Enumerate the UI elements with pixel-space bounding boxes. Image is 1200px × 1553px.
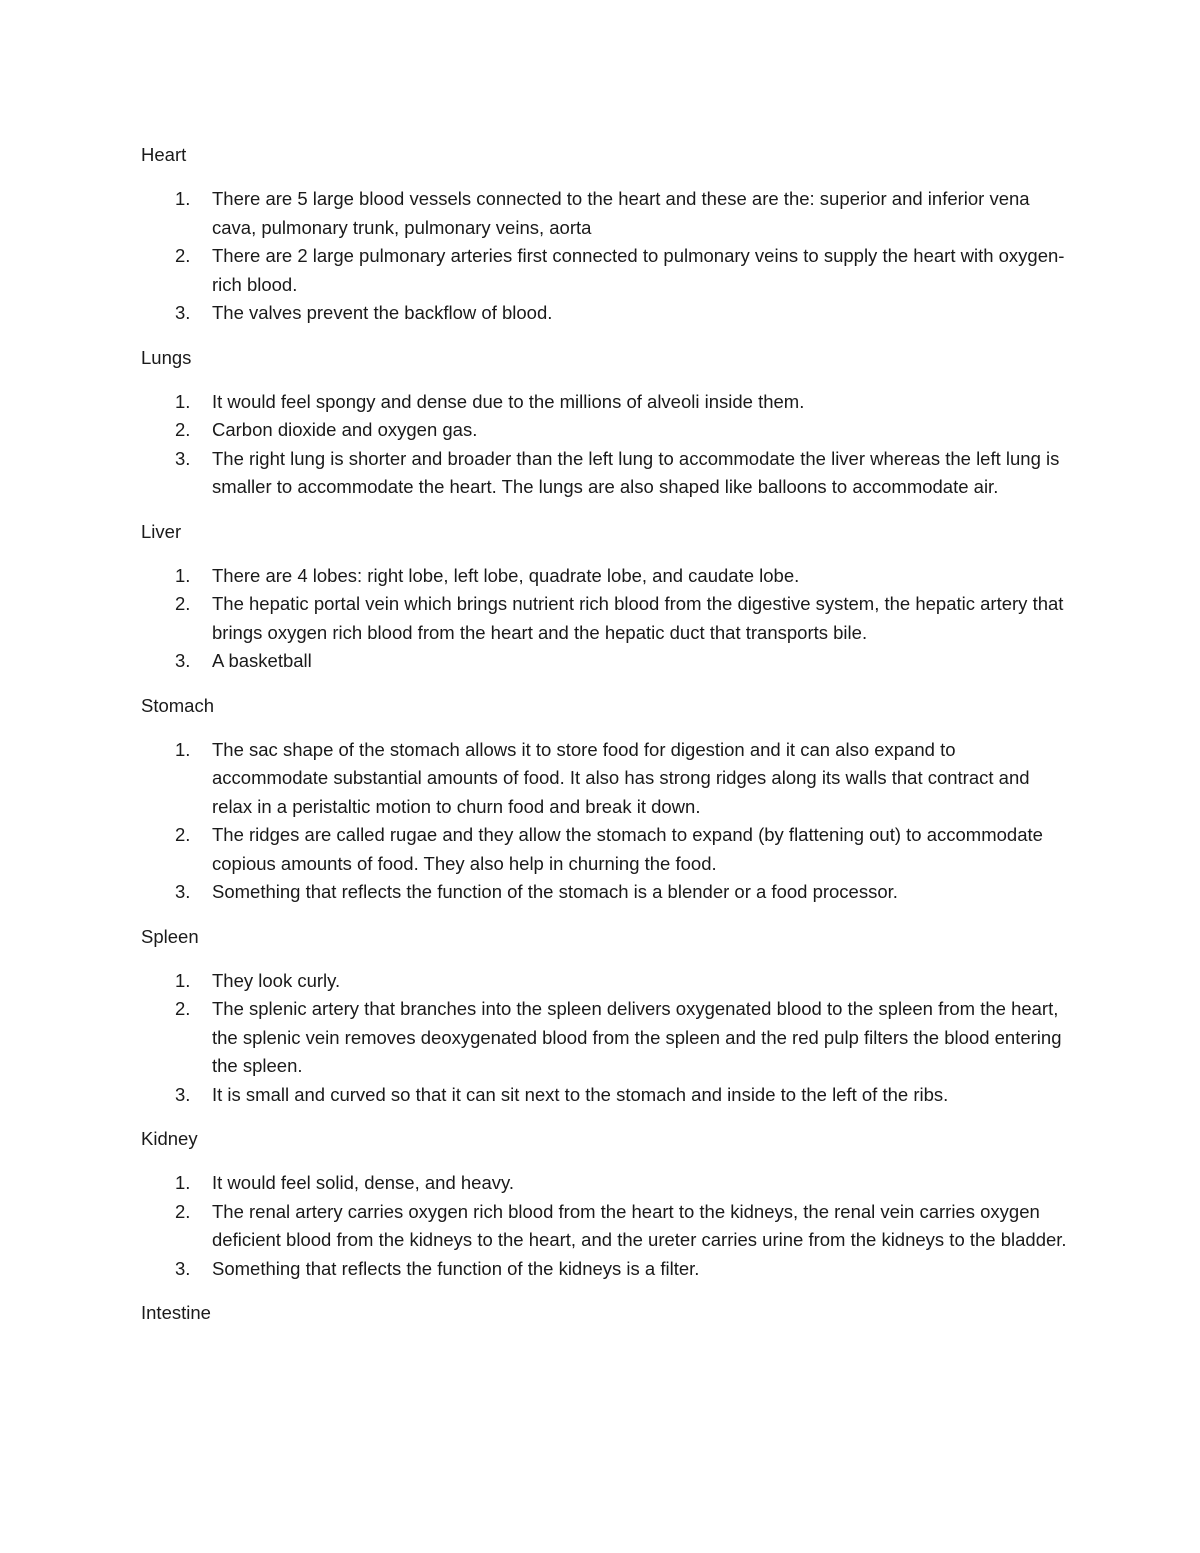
section-liver: [141, 518, 1071, 676]
list-item-text: The right lung is shorter and broader than the left lung to accommodate the liver whereas the left lung is smaller to accommodate the heart. The lungs are also shaped like balloons to accommodate air.: [212, 447, 1060, 497]
list-item-text: There are 4 lobes: right lobe, left lobe, quadrate lobe, and caudate lobe.: [212, 564, 800, 586]
list-item-text: The sac shape of the stomach allows it to store food for digestion and it can also expand to accommodate substantial amounts of food. It also has strong ridges along its walls that contract and relax in a peristaltic motion to churn food and break it down.: [212, 738, 1030, 817]
section-heading: Stomach: [141, 694, 215, 716]
list-item-text: The splenic artery that branches into the spleen delivers oxygenated blood to the spleen from the heart, the splenic vein removes deoxygenated blood from the spleen and the red pulp filters the blood entering the spleen.: [212, 998, 1062, 1076]
section-kidney: [141, 1125, 1071, 1283]
list-number: 1.: [175, 969, 191, 991]
list-item: [141, 242, 1071, 299]
document-body: [141, 141, 1071, 1343]
list-number: 1.: [175, 564, 191, 586]
list-item: [141, 736, 1071, 822]
list-item-text: The renal artery carries oxygen rich blood from the heart to the kidneys, the renal vein carries oxygen deficient blood from the kidneys to the heart, and the ureter carries urine from the kidneys to the bladder.: [212, 1200, 1067, 1250]
list-item: [141, 967, 1071, 996]
section-stomach: [141, 692, 1071, 907]
list-item: [141, 878, 1071, 907]
section-spleen: [141, 923, 1071, 1110]
list-number: 2.: [175, 245, 191, 266]
list-item: [141, 445, 1071, 502]
section-heading: Spleen: [141, 925, 199, 947]
list-item: [141, 821, 1071, 878]
list-number: 2.: [175, 593, 191, 614]
list-item-text: It would feel spongy and dense due to the millions of alveoli inside them.: [212, 390, 805, 412]
section-heading: Kidney: [141, 1128, 198, 1149]
section-heart: [141, 141, 1071, 328]
numbered-list: [141, 967, 1071, 1110]
list-item: [141, 388, 1071, 417]
list-number: 1.: [175, 390, 191, 412]
list-item: [141, 995, 1071, 1081]
list-item: [141, 1081, 1071, 1110]
list-item-text: Carbon dioxide and oxygen gas.: [212, 419, 478, 440]
numbered-list: [141, 185, 1071, 328]
list-item-text: The hepatic portal vein which brings nutrient rich blood from the digestive system, the hepatic artery that brings oxygen rich blood from the heart and the hepatic duct that transports bile.: [212, 593, 1064, 643]
list-item-text: A basketball: [212, 650, 312, 671]
section-intestine: [141, 1299, 1071, 1327]
section-heading: Lungs: [141, 346, 192, 368]
numbered-list: [141, 1169, 1071, 1283]
list-item: [141, 562, 1071, 591]
list-item-text: There are 5 large blood vessels connected to the heart and these are the: superior and inferior vena cava, pulmonary trunk, pulmonary veins, aorta: [212, 188, 1030, 238]
numbered-list: [141, 736, 1071, 907]
list-item-text: The ridges are called rugae and they allow the stomach to expand (by flattening out) to accommodate copious amounts of food. They also help in churning the food.: [212, 824, 1043, 874]
section-heading: Intestine: [141, 1302, 211, 1323]
list-number: 3.: [175, 881, 191, 902]
list-item-text: It would feel solid, dense, and heavy.: [212, 1172, 515, 1193]
list-number: 1.: [175, 188, 191, 209]
list-item: [141, 1169, 1071, 1198]
list-item: [141, 299, 1071, 328]
list-item: [141, 1255, 1071, 1284]
list-number: 3.: [175, 1083, 191, 1105]
list-item: [141, 1198, 1071, 1255]
list-item-text: They look curly.: [212, 969, 341, 991]
numbered-list: [141, 562, 1071, 676]
list-item-text: It is small and curved so that it can sit next to the stomach and inside to the left of the ribs.: [212, 1083, 949, 1105]
numbered-list: [141, 388, 1071, 502]
list-number: 2.: [175, 998, 191, 1019]
list-number: 3.: [175, 1257, 191, 1279]
list-number: 3.: [175, 650, 191, 671]
list-item: [141, 416, 1071, 445]
list-item-text: Something that reflects the function of the kidneys is a filter.: [212, 1257, 700, 1279]
list-item-text: Something that reflects the function of the stomach is a blender or a food processor.: [212, 881, 898, 902]
list-number: 2.: [175, 1200, 191, 1222]
section-heading: Liver: [141, 520, 182, 542]
list-item: [141, 590, 1071, 647]
list-number: 1.: [175, 1172, 191, 1193]
list-number: 2.: [175, 419, 191, 440]
list-number: 3.: [175, 447, 191, 469]
list-item: [141, 185, 1071, 242]
list-item-text: The valves prevent the backflow of blood.: [212, 302, 553, 323]
list-item: [141, 647, 1071, 676]
section-heading: Heart: [141, 144, 187, 165]
list-number: 1.: [175, 738, 191, 760]
list-item-text: There are 2 large pulmonary arteries first connected to pulmonary veins to supply the heart with oxygen-rich blood.: [212, 245, 1065, 295]
list-number: 3.: [175, 302, 191, 323]
section-lungs: [141, 344, 1071, 502]
list-number: 2.: [175, 824, 191, 845]
